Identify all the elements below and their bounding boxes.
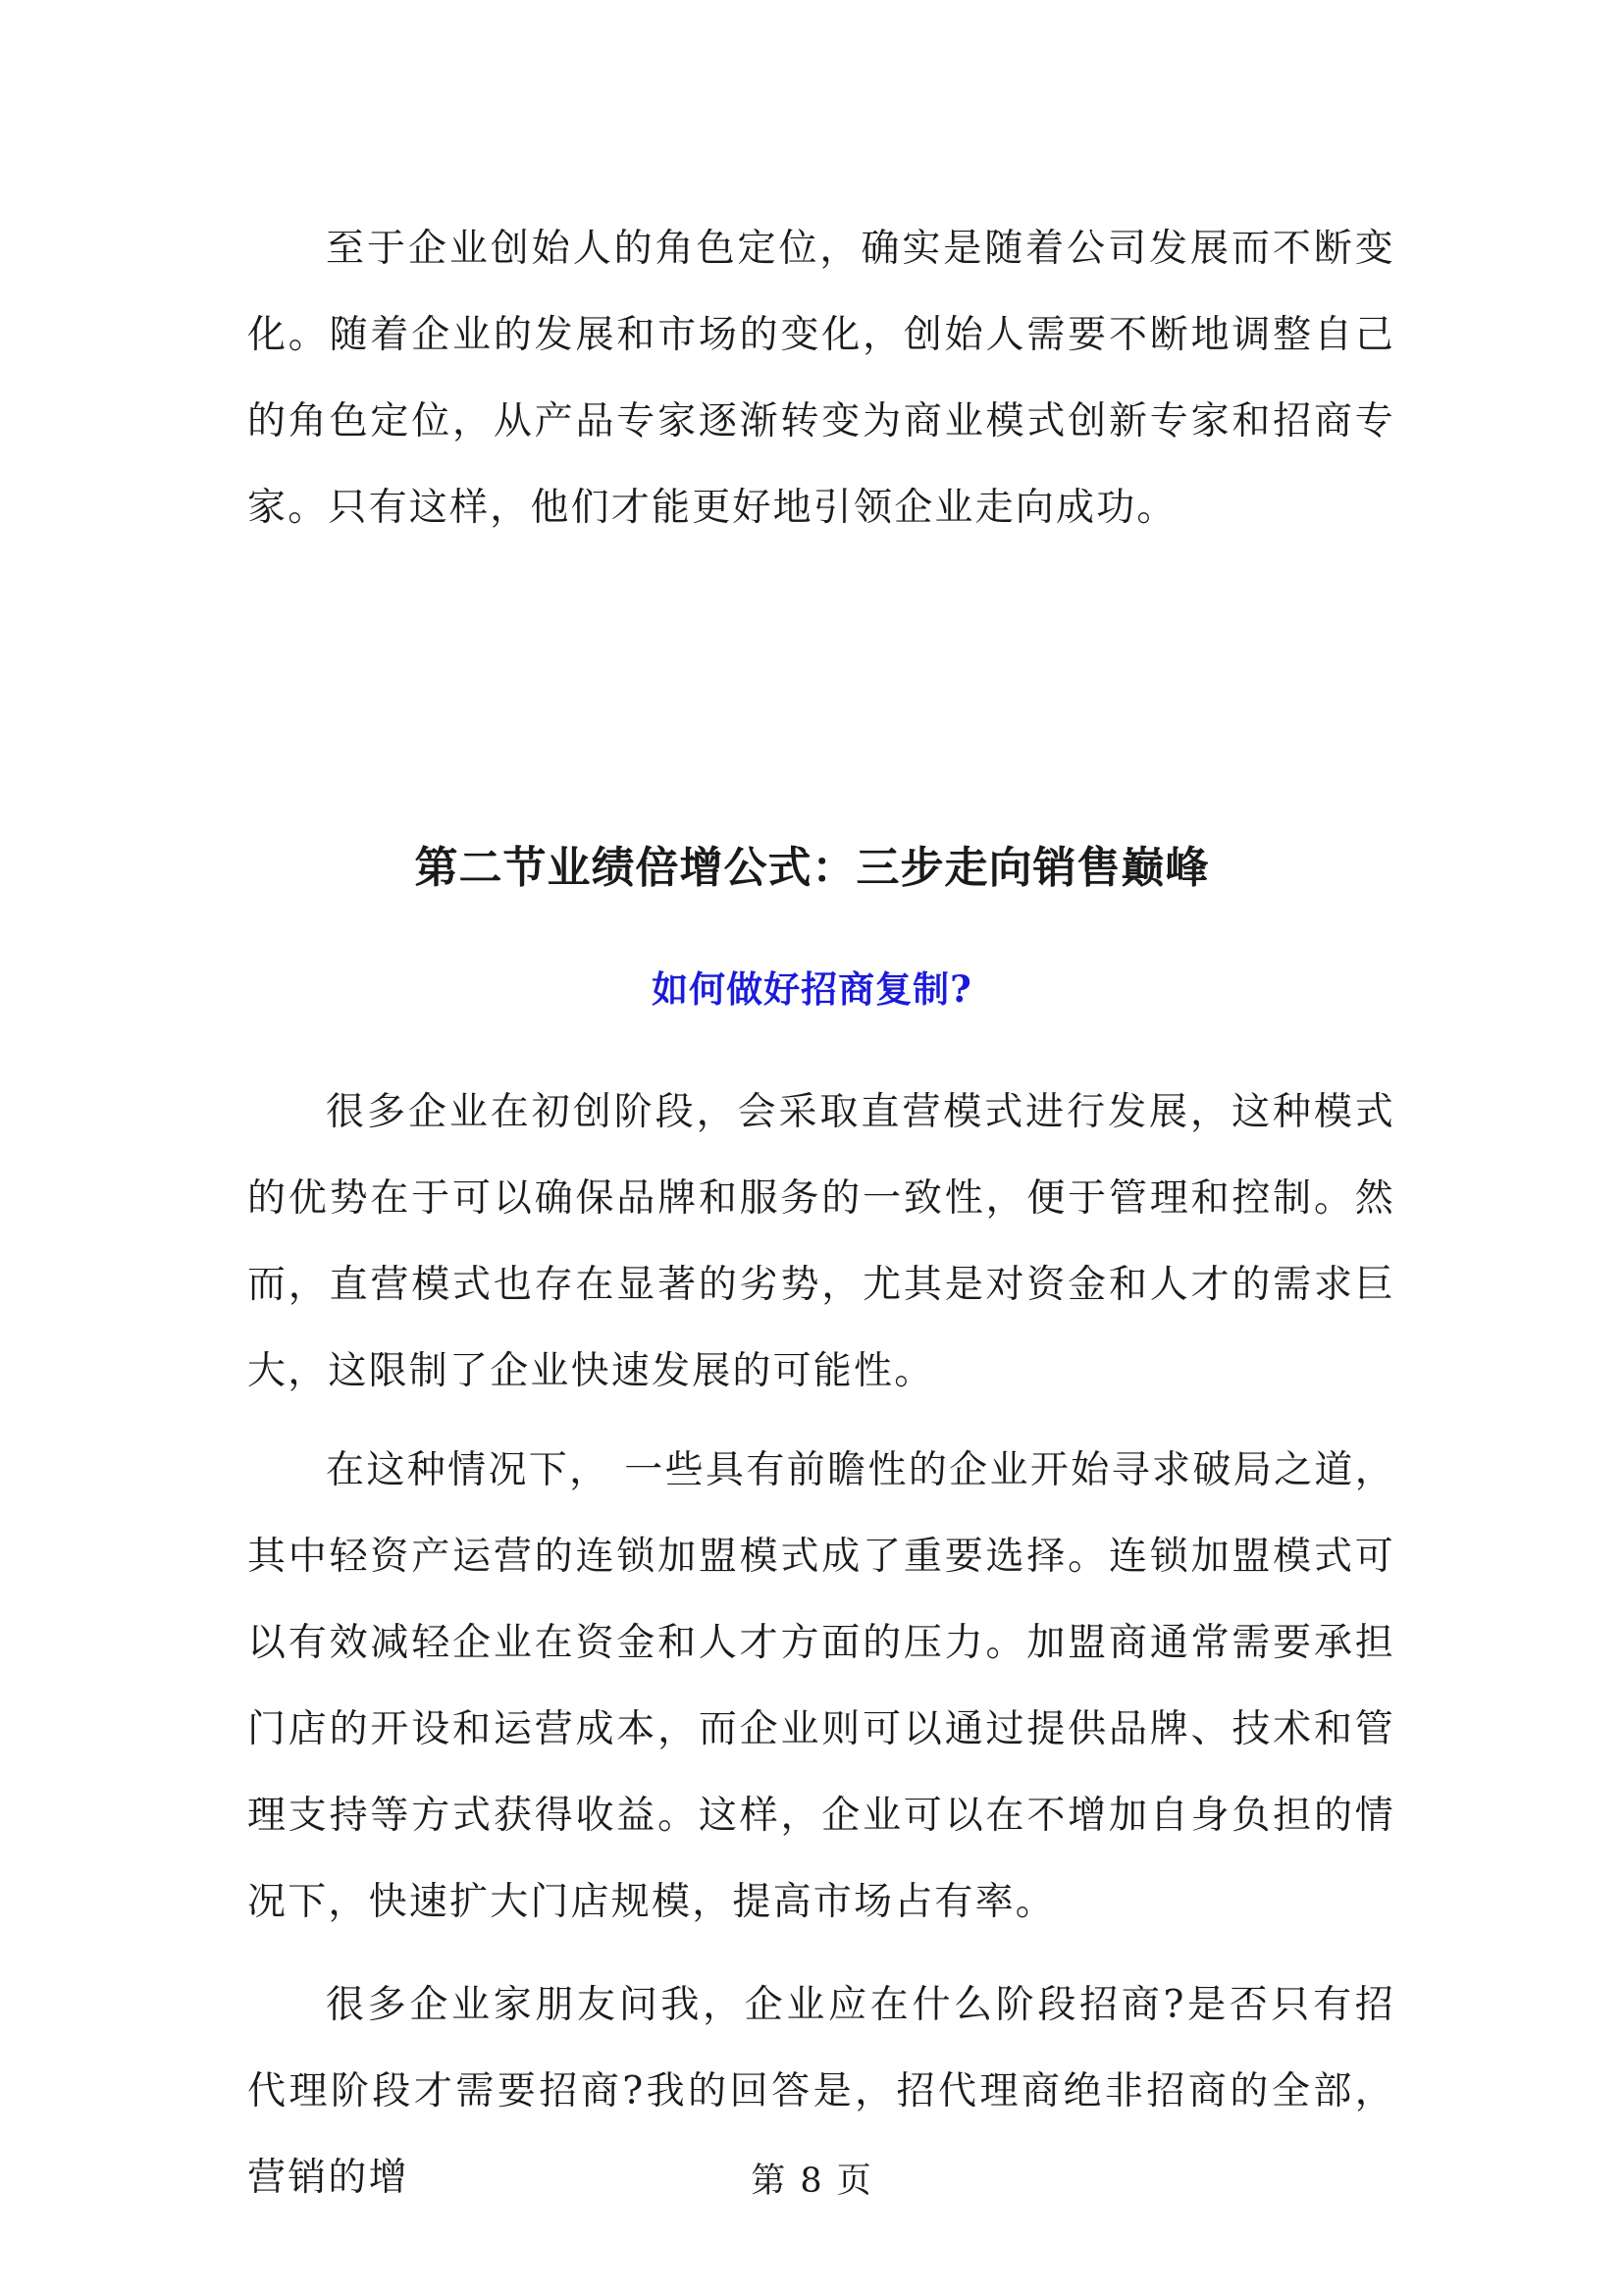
section-subtitle: 如何做好招商复制? bbox=[652, 967, 972, 1011]
paragraph-direct-model: 很多企业在初创阶段，会采取直营模式进行发展，这种模式的优势在于可以确保品牌和服务的一致性，便于管理和控制。然而，直营模式也存在显著的劣势，尤其是对资金和人才的需求巨大，这限制了企业快速发展的可能性。 bbox=[247, 1090, 1395, 1393]
paragraph-founder-role: 至于企业创始人的角色定位，确实是随着公司发展而不断变化。随着企业的发展和市场的变化，创始人需要不断地调整自己的角色定位，从产品专家逐渐转变为商业模式创新专家和招商专家。只有这样，他们才能更好地引领企业走向成功。 bbox=[247, 227, 1395, 530]
page-number: 第 8 页 bbox=[751, 2162, 873, 2201]
paragraph-franchise-model: 在这种情况下， 一些具有前瞻性的企业开始寻求破局之道，其中轻资产运营的连锁加盟模式成了重要选择。连锁加盟模式可以有效减轻企业在资金和人才方面的压力。加盟商通常需要承担门店的开设和运营成本，而企业则可以通过提供品牌、技术和管理支持等方式获得收益。这样，企业可以在不增加自身负担的情况下，快速扩大门店规模，提高市场占有率。 bbox=[247, 1448, 1395, 1924]
section-title: 第二节业绩倍增公式：三步走向销售巅峰 bbox=[414, 843, 1210, 893]
paragraph-investment-question: 很多企业家朋友问我，企业应在什么阶段招商?是否只有招代理阶段才需要招商?我的回答是，招代理商绝非招商的全部，营销的增 bbox=[247, 1983, 1395, 2200]
